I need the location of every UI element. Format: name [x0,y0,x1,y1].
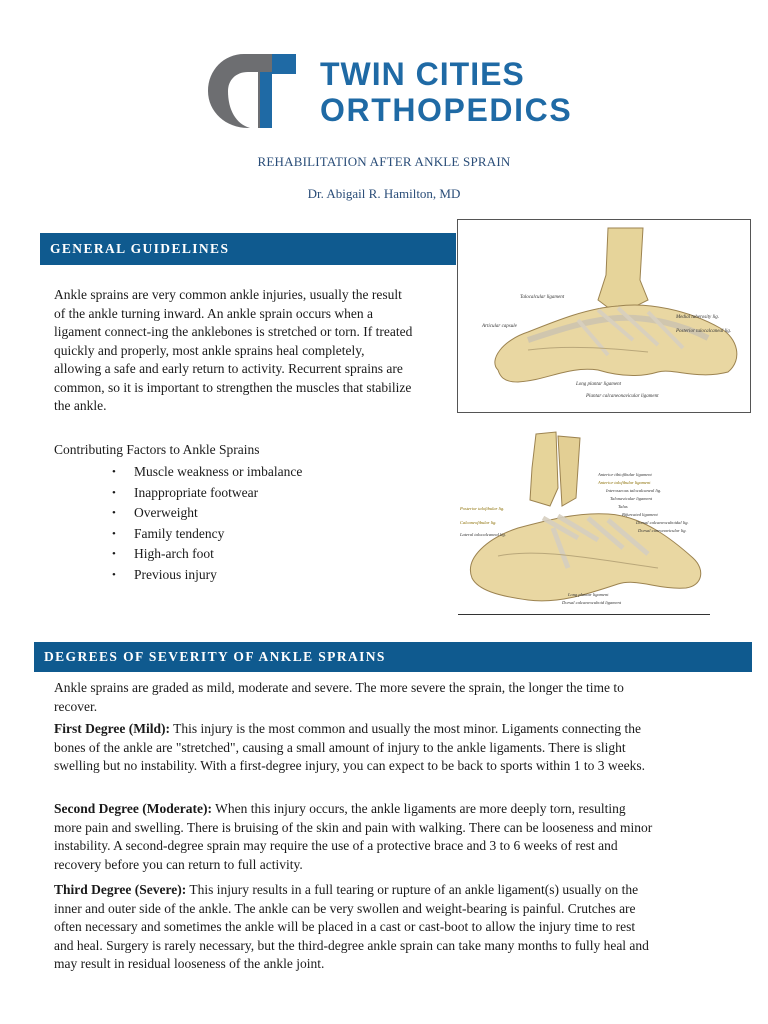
third-degree-paragraph [54,881,654,974]
third-degree-label: Third Degree (Severe): [54,882,187,897]
section-heading-severity: DEGREES OF SEVERITY OF ANKLE SPRAINS [34,642,752,672]
third-degree-text: This injury results in a full tearing or rupture of an ankle ligament(s) usually on the inner and outer side of the ankle. The ankle can be very swollen and weight-bearing is painful. Crutches are often necessary and sometimes the ankle will be placed in a cast or cast-boot to allow the injury time to rest and heal. Surgery is rarely necessary, but the third-degree ankle sprain can take many months to fully heal and may result in residual looseness of the ankle joint. [54,882,649,971]
factors-list [112,462,302,586]
figure-label: Plantar calcaneonavicular ligament [586,394,659,399]
ankle-medial-illustration [457,219,751,413]
foot-bones-medial-icon [458,220,749,411]
logo-wordmark [320,56,572,128]
figure-divider [458,614,710,615]
list-item: • High-arch foot [112,544,302,565]
ankle-lateral-illustration [458,428,710,612]
figure-label: Long plantar ligament [568,592,609,597]
figure-label: Anterior tibiofibular ligament [598,472,652,477]
list-item: • Family tendency [112,524,302,545]
document-title: REHABILITATION AFTER ANKLE SPRAIN [257,154,511,169]
figure-label: Lateral talocalcaneal lig. [460,532,506,537]
logo-mark-icon [208,54,296,128]
figure-label: Talonavicular ligament [610,496,652,501]
intro-paragraph: Ankle sprains are very common ankle injuries, usually the result of the ankle turning inward. An ankle sprain occurs when a ligament connect-ing the anklebones is stretched or torn. If treated quickly and properly, most ankle sprains heal completely, allowing a safe and early return to activity. Recurrent sprains are common, so it is important to strengthen the muscles that stabilize the ankle. [54,287,413,413]
figure-label: Dorsal calcaneocuboid ligament [562,600,621,605]
first-degree-paragraph [54,720,654,776]
severity-intro: Ankle sprains are graded as mild, moderate and severe. The more severe the sprain, the longer the time to recover. [54,680,624,714]
foot-bones-lateral-icon [458,428,710,612]
logo-line-1: TWIN CITIES [320,56,525,92]
second-degree-text: When this injury occurs, the ankle ligaments are more deeply torn, resulting more pain and swelling. There is bruising of the skin and pain with walking. There can be looseness and minor instability. A second-degree sprain may require the use of a protective brace and 3 to 6 weeks of rest and recovery before you can return to full activity. [54,801,653,872]
section-heading-general: GENERAL GUIDELINES [40,233,456,265]
figure-label: Posterior talocalcaneal lig. [676,329,732,334]
document-author: Dr. Abigail R. Hamilton, MD [307,186,461,201]
figure-label: Talus [618,504,628,509]
figure-label: Articular capsule [482,324,517,329]
factors-title: Contributing Factors to Ankle Sprains [54,442,260,457]
figure-label: Bifurcated ligament [622,512,658,517]
list-item: • Overweight [112,503,302,524]
second-degree-paragraph [54,800,654,874]
first-degree-text: This injury is the most common and usually the most minor. Ligaments connecting the bones of the ankle are "stretched", causing a small amount of injury to the ankle ligaments. There is slight swelling but no instability. With a first-degree injury, you can expect to be back to sports within 1 to 3 weeks. [54,721,645,773]
logo-line-2: ORTHOPEDICS [320,92,573,128]
figure-label: Dorsal calcaneocuboidal lig. [636,520,689,525]
figure-label: Calcaneofibular lig. [460,520,497,525]
first-degree-label: First Degree (Mild): [54,721,170,736]
figure-label: Anterior talofibular ligament [598,480,651,485]
figure-label: Interosseous talocalcaneal lig. [606,488,662,493]
figure-label: Talocalcular ligament [520,295,565,300]
company-logo [208,54,573,128]
figure-label: Posterior talofibular lig. [460,506,505,511]
figure-label: Dorsal cuneonavicular lig. [638,528,687,533]
figure-label: Medial tuberosity lig. [676,315,720,320]
list-item: • Muscle weakness or imbalance [112,462,302,483]
figure-label: Long plantar ligament [576,382,622,387]
second-degree-label: Second Degree (Moderate): [54,801,212,816]
list-item: • Previous injury [112,565,302,586]
list-item: • Inappropriate footwear [112,483,302,504]
